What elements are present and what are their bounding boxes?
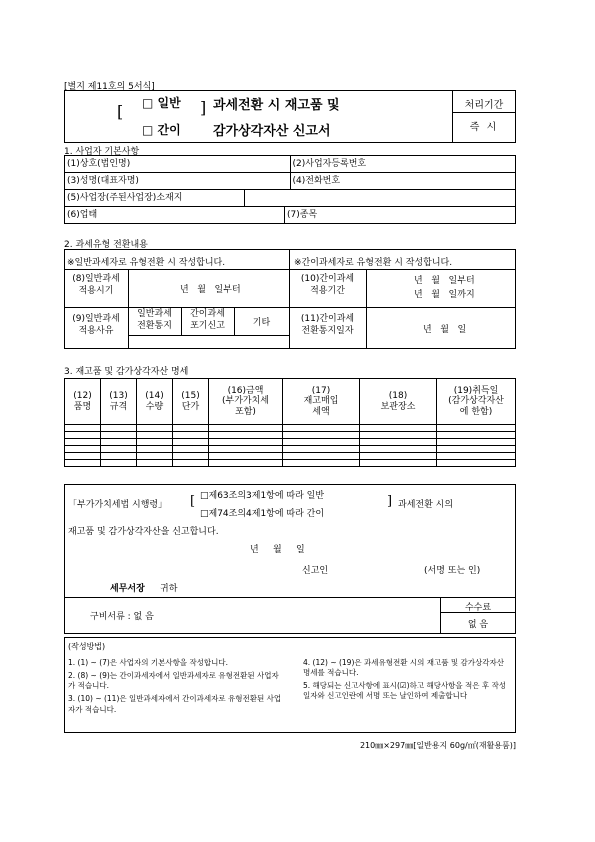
decl-line2: 재고품 및 감가상각자산을 신고합니다. — [68, 527, 219, 537]
page-title-line1: 과세전환 시 재고품 및 — [213, 98, 340, 113]
industry-label: (6)업태 — [65, 207, 285, 224]
name-label: (1)상호(법인명) — [65, 156, 291, 173]
col-spec: (13) 규격 — [101, 379, 137, 425]
tax-office: 세무서장 — [110, 584, 145, 594]
attachments: 구비서류 : 없 음 — [90, 612, 154, 622]
section3-title: 3. 재고품 및 감가상각자산 명세 — [64, 367, 189, 377]
instruction-item: 2. (8) ~ (9)는 간이과세자에서 일반과세자로 유형전환된 사업자가 적습니다. — [68, 671, 279, 691]
table-row — [65, 453, 516, 460]
table-row — [65, 460, 516, 467]
biz-no-label: (2)사업자등록번호 — [290, 156, 516, 173]
f9-label: (9)일반과세 적용사유 — [72, 314, 120, 336]
paper-spec: 210㎜×297㎜[일반용지 60g/㎡(재활용품)] — [359, 741, 516, 750]
bracket-close: ] — [200, 98, 207, 117]
f10-value-from: 년 월 일부터 — [414, 276, 475, 286]
table-row — [65, 425, 516, 432]
f11-value: 년 월 일 — [423, 325, 467, 335]
f9-option-simple-waiver[interactable]: 간이과세 포기신고 — [190, 309, 225, 331]
col-tax: (17) 재고매입 세액 — [283, 379, 360, 425]
option-general[interactable]: □제63조의3제1항에 따라 일반 — [200, 491, 325, 501]
col-unit-price: (15) 단가 — [173, 379, 209, 425]
address-label: (5)사업장(주된사업장)소재지 — [65, 190, 245, 207]
page-title-line2: 감가상각자산 신고서 — [213, 124, 331, 139]
decl-date: 년 월 일 — [250, 545, 305, 555]
f10-label: (10)간이과세 적용기간 — [300, 274, 355, 296]
instruction-item: 5. 해당되는 신고사항에 표시(☑)하고 해당사항을 적은 후 작성일자와 신고인란에 서명 또는 날인하여 제출합니다 — [303, 681, 507, 701]
processing-value: 즉 시 — [469, 122, 499, 133]
bracket-open: [ — [117, 102, 124, 121]
title-option-simple: □ 간이 — [142, 123, 181, 137]
col-item-name: (12) 품명 — [65, 379, 101, 425]
table-row — [65, 439, 516, 446]
note-simple: ※간이과세자로 유형전환 시 작성합니다. — [294, 258, 453, 268]
col-amount: (16)금액 (부가가치세 포함) — [209, 379, 283, 425]
section1-table — [64, 155, 516, 190]
honorific: 귀하 — [160, 584, 178, 594]
inventory-table — [64, 378, 516, 467]
f9-option-other[interactable]: 기타 — [252, 318, 271, 328]
fee-value: 없 음 — [467, 620, 489, 630]
instruction-item: 3. (10) ~ (11)은 일반과세자에서 간이과세자로 유형전환된 사업자가 적습니다. — [68, 694, 282, 714]
item-label: (7)종목 — [285, 207, 516, 224]
owner-label: (3)성명(대표자명) — [65, 173, 291, 190]
note-general: ※일반과세자로 유형전환 시 작성합니다. — [67, 258, 226, 268]
reporter-label: 신고인 — [302, 566, 329, 576]
signature-label: (서명 또는 인) — [424, 566, 481, 576]
section1-title: 1. 사업자 기본사항 — [64, 147, 140, 157]
law-reference: 「부가가치세법 시행령」 — [68, 500, 168, 510]
table-row — [65, 432, 516, 439]
instructions-title: (작성방법) — [68, 642, 106, 651]
decl-tail: 과세전환 시의 — [398, 500, 454, 510]
f9-option-general-notice[interactable]: 일반과세 전환통지 — [137, 309, 172, 331]
f8-value: 년 월 일부터 — [180, 285, 241, 295]
instruction-item: 1. (1) ~ (7)은 사업자의 기본사항을 작성합니다. — [68, 658, 229, 667]
instruction-item: 4. (12) ~ (19)은 과세유형전환 시의 재고품 및 감가상각자산 명세를 적습니다. — [303, 658, 504, 678]
phone-label: (4)전화번호 — [290, 173, 516, 190]
col-acquired: (19)취득일 (감가상각자산 에 한함) — [437, 379, 516, 425]
col-qty: (14) 수량 — [137, 379, 173, 425]
f8-label: (8)일반과세 적용시기 — [72, 274, 120, 296]
fee-label: 수수료 — [464, 603, 492, 613]
processing-label: 처리기간 — [464, 100, 504, 111]
table-row — [65, 446, 516, 453]
form-id: [별지 제11호의 5서식] — [64, 82, 155, 92]
title-option-general: □ 일반 — [142, 96, 181, 110]
option-simple[interactable]: □제74조의4제1항에 따라 간이 — [200, 509, 325, 519]
f11-label: (11)간이과세 전환통지일자 — [300, 314, 355, 336]
f10-value-to: 년 월 일까지 — [414, 290, 475, 300]
col-location: (18) 보관장소 — [360, 379, 437, 425]
section2-title: 2. 과세유형 전환내용 — [64, 240, 148, 250]
